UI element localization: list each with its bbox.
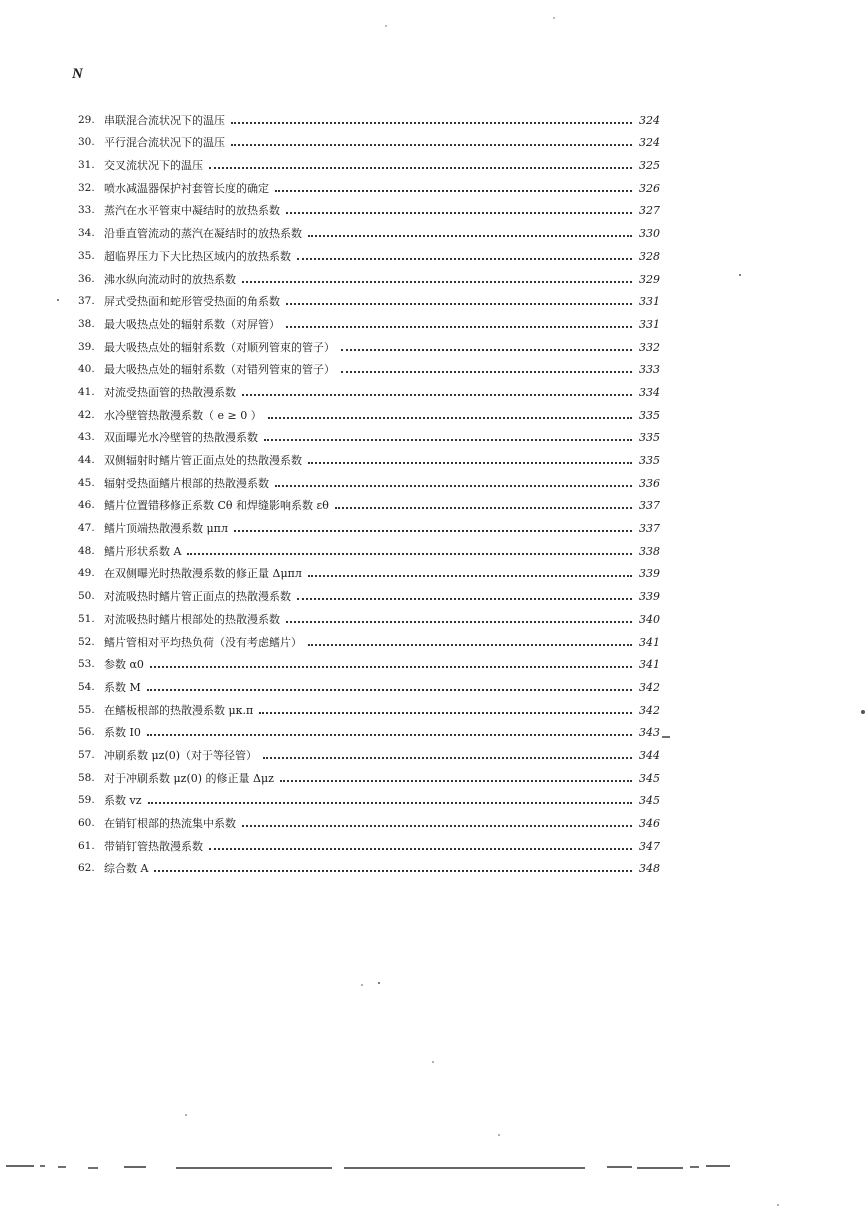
toc-entry-title: 鳍片形状系数 A bbox=[104, 544, 182, 558]
toc-entry-page: 333 bbox=[639, 363, 660, 377]
toc-entry-number: 62. bbox=[78, 862, 95, 875]
toc-entry-number: 60. bbox=[78, 817, 95, 829]
toc-entry-number: 40. bbox=[78, 363, 95, 376]
toc-entry-number: 55. bbox=[78, 703, 95, 716]
dot-leader bbox=[259, 712, 632, 714]
toc-entry bbox=[78, 785, 660, 808]
toc-entry-page: 348 bbox=[639, 862, 660, 876]
toc-entry-number: 54. bbox=[78, 680, 95, 693]
toc-entry-number: 29. bbox=[78, 113, 95, 126]
toc-entry-title: 在销钉根部的热流集中系数 bbox=[104, 817, 236, 830]
toc-entry-page: 335 bbox=[639, 454, 660, 467]
toc-entry-number: 41. bbox=[78, 385, 95, 398]
toc-entry-title: 沸水纵向流动时的放热系数 bbox=[104, 272, 236, 286]
toc-entry-number: 49. bbox=[78, 567, 95, 580]
toc-entry-number: 53. bbox=[78, 658, 95, 671]
dot-leader bbox=[148, 802, 632, 804]
toc-entry bbox=[78, 603, 660, 626]
toc-entry bbox=[78, 286, 660, 309]
toc-entry bbox=[78, 671, 660, 694]
toc-entry-page: 325 bbox=[639, 159, 660, 173]
toc-entry-number: 57. bbox=[78, 748, 95, 761]
toc-entry-number: 34. bbox=[78, 227, 95, 240]
toc-entry bbox=[78, 127, 660, 150]
toc-entry-title: 系数 M bbox=[104, 680, 141, 694]
dot-leader bbox=[242, 281, 632, 283]
toc-entry bbox=[78, 444, 660, 467]
toc-entry-title: 冲刷系数 μz(0)（对于等径管） bbox=[104, 748, 258, 762]
toc-entry bbox=[78, 331, 660, 354]
toc-entry-title: 平行混合流状况下的温压 bbox=[104, 136, 225, 150]
toc-entry-page: 331 bbox=[639, 317, 660, 331]
toc-entry-title: 沿垂直管流动的蒸汽在凝结时的放热系数 bbox=[104, 227, 302, 241]
dot-leader bbox=[286, 326, 632, 328]
dot-leader bbox=[263, 757, 632, 759]
toc-entry-number: 30. bbox=[78, 136, 95, 149]
dot-leader bbox=[286, 212, 632, 214]
toc-entry-page: 338 bbox=[639, 544, 660, 558]
toc-entry-title: 双面曝光水冷壁管的热散漫系数 bbox=[104, 431, 258, 445]
toc-entry-title: 串联混合流状况下的温压 bbox=[104, 113, 225, 127]
dot-leader bbox=[264, 439, 632, 441]
dot-leader bbox=[147, 689, 632, 691]
dot-leader bbox=[231, 122, 632, 124]
toc-entry-number: 32. bbox=[78, 181, 95, 194]
toc-entry bbox=[78, 422, 660, 445]
dot-leader bbox=[242, 825, 632, 827]
toc-entry-page: 327 bbox=[639, 204, 660, 218]
toc-entry-number: 58. bbox=[78, 771, 95, 784]
toc-entry-page: 340 bbox=[639, 612, 660, 626]
toc-entry-page: 341 bbox=[639, 635, 660, 649]
toc-entry-page: 345 bbox=[639, 771, 660, 785]
toc-entry bbox=[78, 717, 660, 740]
table-of-contents bbox=[78, 104, 660, 875]
toc-entry-title: 喷水减温器保护衬套管长度的确定 bbox=[104, 181, 269, 195]
toc-entry-page: 344 bbox=[639, 748, 660, 762]
toc-entry-title: 对流受热面管的热散漫系数 bbox=[104, 385, 236, 399]
toc-entry bbox=[78, 694, 660, 717]
dot-leader bbox=[308, 575, 632, 577]
dot-leader bbox=[275, 190, 632, 192]
dot-leader bbox=[268, 417, 632, 419]
toc-entry-title: 最大吸热点处的辐射系数（对错列管束的管子） bbox=[104, 363, 335, 377]
toc-entry bbox=[78, 830, 660, 853]
toc-entry bbox=[78, 807, 660, 830]
dot-leader bbox=[150, 666, 632, 668]
toc-entry-number: 56. bbox=[78, 726, 95, 739]
toc-entry bbox=[78, 240, 660, 263]
toc-entry-title: 参数 α0 bbox=[104, 658, 144, 672]
toc-entry bbox=[78, 649, 660, 672]
toc-entry-page: 334 bbox=[639, 385, 660, 399]
toc-entry-title: 屏式受热面和蛇形管受热面的角系数 bbox=[104, 295, 280, 309]
toc-entry bbox=[78, 354, 660, 377]
toc-entry-number: 45. bbox=[78, 476, 95, 489]
toc-entry bbox=[78, 512, 660, 535]
toc-entry bbox=[78, 558, 660, 581]
toc-entry-title: 在双侧曝光时热散漫系数的修正量 Δμпл bbox=[104, 567, 302, 581]
toc-entry-title: 系数 I0 bbox=[104, 726, 141, 740]
toc-entry-number: 47. bbox=[78, 522, 95, 535]
toc-entry-page: 335 bbox=[639, 408, 660, 422]
toc-entry bbox=[78, 535, 660, 558]
toc-entry-page: 346 bbox=[639, 817, 660, 830]
dot-leader bbox=[335, 507, 632, 509]
toc-entry-title: 辐射受热面鳍片根部的热散漫系数 bbox=[104, 476, 269, 490]
toc-entry-title: 对流吸热时鳍片管正面点的热散漫系数 bbox=[104, 590, 291, 604]
toc-entry-number: 44. bbox=[78, 454, 95, 466]
dot-leader bbox=[154, 870, 632, 872]
toc-entry bbox=[78, 762, 660, 785]
dot-leader bbox=[147, 734, 632, 736]
toc-entry bbox=[78, 739, 660, 762]
toc-entry-title: 鳍片位置错移修正系数 Cθ 和焊缝影响系数 εθ bbox=[104, 499, 329, 513]
toc-entry-page: 331 bbox=[639, 295, 660, 309]
toc-entry-number: 33. bbox=[78, 204, 95, 217]
toc-entry-page: 329 bbox=[639, 272, 660, 286]
toc-entry-number: 38. bbox=[78, 317, 95, 330]
toc-entry-title: 蒸汽在水平管束中凝结时的放热系数 bbox=[104, 204, 280, 218]
toc-entry-page: 337 bbox=[639, 522, 660, 536]
toc-entry bbox=[78, 308, 660, 331]
toc-entry-page: 339 bbox=[639, 567, 660, 581]
toc-entry-number: 43. bbox=[78, 431, 95, 444]
toc-entry-title: 对于冲刷系数 μz(0) 的修正量 Δμz bbox=[104, 771, 274, 785]
toc-entry bbox=[78, 853, 660, 876]
toc-entry bbox=[78, 217, 660, 240]
toc-entry-number: 50. bbox=[78, 590, 95, 603]
toc-entry bbox=[78, 263, 660, 286]
toc-entry-page: 347 bbox=[639, 839, 660, 853]
toc-entry-title: 水冷壁管热散漫系数（ e ≥ 0 ） bbox=[104, 408, 262, 422]
toc-entry-page: 345 bbox=[639, 794, 660, 808]
toc-entry-title: 超临界压力下大比热区域内的放热系数 bbox=[104, 249, 291, 263]
toc-entry-page: 326 bbox=[639, 181, 660, 195]
toc-entry-number: 59. bbox=[78, 794, 95, 807]
toc-entry-page: 343 bbox=[639, 726, 660, 740]
dot-leader bbox=[286, 621, 632, 623]
toc-entry bbox=[78, 376, 660, 399]
toc-entry-title: 最大吸热点处的辐射系数（对顺列管束的管子） bbox=[104, 340, 335, 354]
toc-entry-title: 双侧辐射时鳍片管正面点处的热散漫系数 bbox=[104, 454, 302, 467]
toc-entry bbox=[78, 490, 660, 513]
toc-entry-page: 341 bbox=[639, 658, 660, 672]
toc-entry-page: 332 bbox=[639, 340, 660, 354]
toc-entry-title: 鳍片顶端热散漫系数 μпл bbox=[104, 522, 228, 536]
dot-leader bbox=[308, 235, 632, 237]
toc-entry bbox=[78, 195, 660, 218]
toc-entry bbox=[78, 580, 660, 603]
toc-entry-number: 46. bbox=[78, 499, 95, 512]
toc-entry-number: 31. bbox=[78, 159, 95, 172]
toc-entry-page: 339 bbox=[639, 590, 660, 604]
toc-entry-title: 系数 vz bbox=[104, 794, 142, 808]
toc-entry-title: 鳍片管相对平均热负荷（没有考虑鳍片） bbox=[104, 635, 302, 649]
dot-leader bbox=[341, 349, 632, 351]
dot-leader bbox=[209, 848, 632, 850]
toc-entry-page: 324 bbox=[639, 113, 660, 127]
dot-leader bbox=[187, 553, 632, 555]
dot-leader bbox=[297, 598, 632, 600]
toc-entry-number: 36. bbox=[78, 272, 95, 285]
dot-leader bbox=[286, 303, 632, 305]
toc-entry-title: 交叉流状况下的温压 bbox=[104, 159, 203, 173]
toc-entry-page: 330 bbox=[639, 227, 660, 241]
toc-entry-title: 在鳍板根部的热散漫系数 μк.п bbox=[104, 703, 254, 717]
dot-leader bbox=[234, 530, 632, 532]
dot-leader bbox=[231, 144, 632, 146]
toc-entry-number: 37. bbox=[78, 295, 95, 308]
toc-entry-page: 342 bbox=[639, 680, 660, 694]
toc-entry bbox=[78, 467, 660, 490]
toc-entry-page: 336 bbox=[639, 476, 660, 490]
toc-entry-number: 61. bbox=[78, 839, 95, 852]
toc-entry bbox=[78, 104, 660, 127]
toc-entry-number: 48. bbox=[78, 544, 95, 557]
dot-leader bbox=[297, 258, 632, 260]
toc-entry bbox=[78, 149, 660, 172]
toc-entry-title: 最大吸热点处的辐射系数（对屏管） bbox=[104, 317, 280, 331]
toc-entry-number: 35. bbox=[78, 249, 95, 262]
dot-leader bbox=[275, 485, 632, 487]
toc-entry-number: 52. bbox=[78, 635, 95, 648]
dot-leader bbox=[341, 371, 632, 373]
dot-leader bbox=[242, 394, 632, 396]
dot-leader bbox=[280, 780, 632, 782]
toc-entry bbox=[78, 172, 660, 195]
dot-leader bbox=[209, 167, 632, 169]
dot-leader bbox=[308, 462, 632, 464]
page-marker: N bbox=[72, 66, 82, 82]
toc-entry-page: 324 bbox=[639, 136, 660, 150]
toc-entry bbox=[78, 626, 660, 649]
toc-entry-number: 39. bbox=[78, 340, 95, 353]
toc-entry-page: 335 bbox=[639, 431, 660, 445]
toc-entry-number: 51. bbox=[78, 612, 95, 625]
toc-entry-title: 综合数 A bbox=[104, 862, 149, 876]
dot-leader bbox=[308, 644, 632, 646]
toc-entry-title: 对流吸热时鳍片根部处的热散漫系数 bbox=[104, 612, 280, 626]
toc-entry-page: 328 bbox=[639, 249, 660, 263]
toc-entry-page: 337 bbox=[639, 499, 660, 513]
toc-entry-page: 342 bbox=[639, 703, 660, 717]
toc-entry bbox=[78, 399, 660, 422]
toc-entry-number: 42. bbox=[78, 408, 95, 421]
toc-entry-title: 带销钉管热散漫系数 bbox=[104, 839, 203, 853]
